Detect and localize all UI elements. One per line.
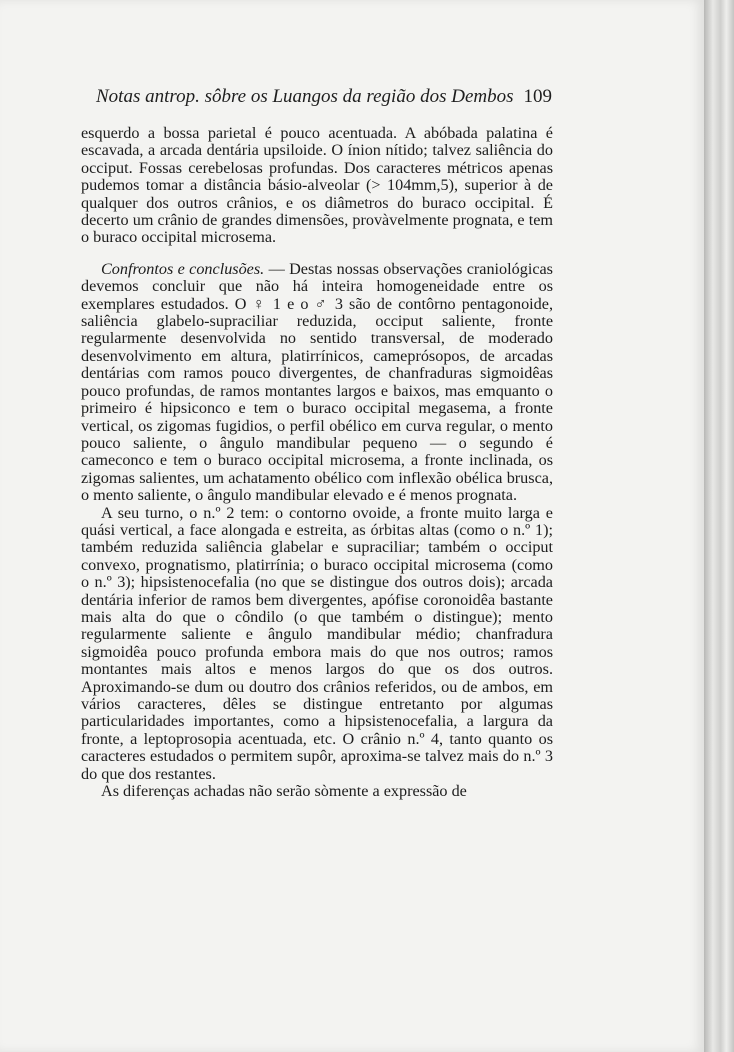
body-text xyxy=(81,125,553,800)
page-number: 109 xyxy=(523,86,552,107)
running-title: Notas antrop. sôbre os Luangos da região dos Dembos xyxy=(96,86,514,107)
paragraph-text: — Destas nossas observações craniológicas devemos concluir que não há inteira homogeneidade entre os exemplares estudados. O ♀ 1 e o ♂ 3 são de contôrno pentagonoide, saliência glabelo-supraciliar reduzida, occiput saliente, fronte regularmente desenvolvida no sentido transversal, de moderado desenvolvimento em altura, platirrínicos, cameprósopos, de arcadas dentárias com ramos pouco divergentes, de chanfraduras sigmoidêas pouco profundas, de ramos montantes largos e baixos, mas emquanto o primeiro é hipsiconco e tem o buraco occipital megasema, a fronte vertical, os zigomas fugidios, o perfil obélico em curva regular, o mento pouco saliente, o ângulo mandibular pequeno — o segundo é cameconco e tem o buraco occipital microsema, a fronte inclinada, os zigomas salientes, um achatamento obélico com inflexão obélica brusca, o mento saliente, o ângulo mandibular elevado e é menos prognata. xyxy=(81,259,553,505)
paragraph-text: esquerdo a bossa parietal é pouco acentuada. A abóbada palatina é escavada, a arcada dentária upsiloide. O ínion nítido; talvez saliência do occiput. Fossas cerebelosas profundas. Dos caracteres métricos apenas pudemos tomar a distância básio-alveolar (> 104mm,5), superior à de qualquer dos outros crânios, e os diâmetros do buraco occipital. É decerto um crânio de grandes dimensões, provàvelmente prognata, e tem o buraco occipital microsema. xyxy=(81,124,553,247)
paragraph-text: A seu turno, o n.º 2 tem: o contorno ovoide, a fronte muito larga e quási vertical, a face alongada e estreita, as órbitas altas (como o n.º 1); também reduzida saliência glabelar e supraciliar; também o occiput convexo, prognatismo, platirrínia; o buraco occipital microsema (como o n.º 3); hipsistenocefalia (no que se distingue dos outros dois); arcada dentária inferior de ramos bem divergentes, apófise coronoidêa bastante mais alta do que o côndilo (o que também o distingue); mento regularmente saliente e ângulo mandibular médio; chanfradura sigmoidêa pouco profunda embora mais do que nos outros; ramos montantes mais altos e menos largos do que os dos outros. Aproximando-se dum ou doutro dos crânios referidos, ou de ambos, em vários caracteres, dêles se distingue entretanto por algumas particularidades importantes, como a hipsistenocefalia, a largura da fronte, a leptoprosopia acentuada, etc. O crânio n.º 4, tanto quanto os caracteres estudados o permitem supôr, aproxima-se talvez mais do n.º 3 do que dos restantes. xyxy=(81,503,553,783)
section-lead: Confrontos e conclusões. xyxy=(101,259,265,278)
paragraph-4 xyxy=(81,783,553,800)
paragraph-text: As diferenças achadas não serão sòmente a expressão de xyxy=(101,782,467,801)
paragraph-1 xyxy=(81,125,553,247)
page-edge xyxy=(704,0,734,1052)
paragraph-2 xyxy=(81,261,553,505)
paragraph-3 xyxy=(81,505,553,784)
running-header xyxy=(96,86,552,114)
